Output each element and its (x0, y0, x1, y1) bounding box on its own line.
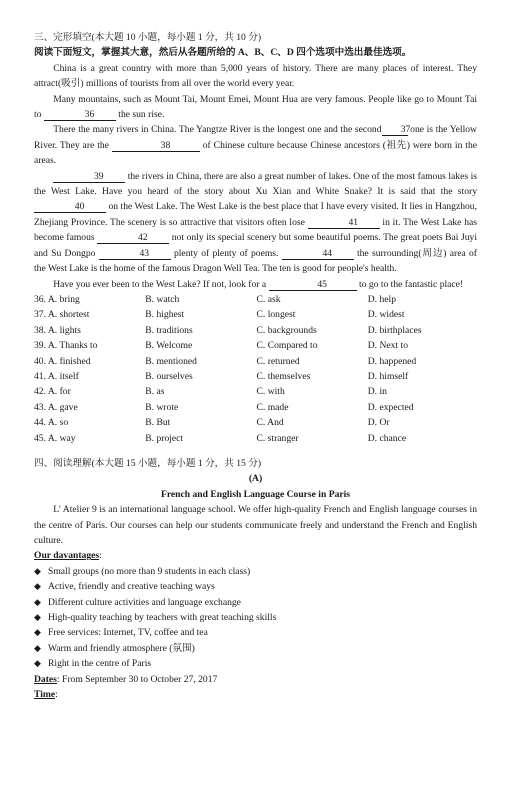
blank-42: 42 (97, 232, 169, 244)
option-cell: B. project (145, 432, 184, 444)
option-cell: 40. A. finished (34, 355, 91, 367)
cloze-heading: 三、完形填空(本大题 10 小题，每小题 1 分，共 10 分) (34, 32, 262, 43)
option-row (34, 307, 479, 322)
option-cell: C. backgrounds (256, 324, 317, 336)
advantage-text: Warm and friendly atmosphere (氛围) (48, 642, 195, 654)
cloze-paragraph-3: There the many rivers in China. The Yangtze River is the longest one and the second 37 one is the Yellow River. They are the 38 of Chinese culture because Chinese ancestors (祖先) were born in the areas. (34, 124, 478, 167)
option-cell: 39. A. Thanks to (34, 340, 98, 352)
advantage-item (34, 564, 477, 579)
blank-41: 41 (308, 217, 380, 229)
option-cell: B. ourselves (145, 370, 193, 382)
option-row (34, 431, 479, 446)
option-row (34, 400, 479, 415)
option-cell: 42. A. for (34, 386, 71, 398)
cloze-options-table (34, 292, 479, 446)
diamond-bullet-icon: ◆ (34, 658, 41, 669)
option-cell: B. But (145, 417, 171, 429)
option-cell: B. Welcome (145, 340, 193, 352)
advantage-text: High-quality teaching by teachers with great teaching skills (48, 612, 277, 624)
advantage-text: Active, friendly and creative teaching ways (48, 581, 215, 593)
blank-40: 40 (34, 201, 106, 213)
time-line: Time: (34, 689, 58, 701)
advantage-item (34, 625, 477, 640)
option-cell: C. Compared to (256, 340, 318, 352)
option-cell: D. Next to (367, 340, 408, 352)
option-cell: 36. A. bring (34, 293, 80, 305)
blank-43: 43 (99, 248, 171, 260)
option-cell: C. themselves (256, 370, 311, 382)
advantages-list (34, 564, 477, 672)
advantage-text: Free services: Internet, TV, coffee and tea (48, 627, 208, 639)
cloze-paragraph-5: Have you ever been to the West Lake? If not, look for a 45 to go to the fantastic place! (53, 278, 464, 290)
option-row (34, 384, 479, 399)
option-cell: D. birthplaces (367, 324, 422, 336)
option-cell: D. expected (367, 401, 414, 413)
advantage-item (34, 579, 477, 594)
option-cell: C. made (256, 401, 289, 413)
reading-heading: 四、阅读理解(本大题 15 小题，每小题 1 分，共 15 分) (34, 457, 262, 469)
cloze-paragraph-2: Many mountains, such as Mount Tai, Mount Emei, Mount Hua are very famous. People like go to Mount Tai to 36 the sun rise. (34, 93, 477, 121)
option-cell: 44. A. so (34, 417, 69, 429)
option-cell: C. longest (256, 309, 296, 321)
option-cell: D. help (367, 293, 396, 305)
option-row (34, 415, 479, 430)
option-cell: B. watch (145, 293, 180, 305)
option-cell: D. widest (367, 309, 405, 321)
blank-44: 44 (282, 248, 354, 260)
option-cell: C. stranger (256, 432, 299, 444)
option-cell: C. And (256, 417, 284, 429)
option-cell: 41. A. itself (34, 370, 79, 382)
option-cell: D. Or (367, 417, 390, 429)
option-row (34, 369, 479, 384)
advantage-item (34, 595, 477, 610)
option-cell: D. in (367, 386, 387, 398)
option-cell: C. returned (256, 355, 300, 367)
advantage-text: Small groups (no more than 9 students in each class) (48, 565, 251, 577)
option-cell: C. ask (256, 293, 281, 305)
option-cell: D. chance (367, 432, 407, 444)
option-cell: B. wrote (145, 401, 179, 413)
option-cell: D. happened (367, 355, 417, 367)
reading-part-label: (A) (248, 473, 263, 485)
option-cell: 37. A. shortest (34, 309, 90, 321)
diamond-bullet-icon: ◆ (34, 596, 41, 607)
diamond-bullet-icon: ◆ (34, 612, 41, 623)
option-row (34, 292, 479, 307)
blank-39: 39 (53, 171, 125, 183)
option-cell: C. with (256, 386, 285, 398)
blank-37: 37 (382, 124, 408, 136)
cloze-instruction: 阅读下面短文，掌握其大意，然后从各题所给的 A、B、C、D 四个选项中选出最佳选项。 (34, 47, 412, 59)
reading-title: French and English Language Course in Paris (160, 488, 351, 500)
option-cell: 38. A. lights (34, 324, 81, 336)
option-cell: D. himself (367, 370, 409, 382)
option-cell: B. traditions (145, 324, 193, 336)
option-cell: 45. A. way (34, 432, 76, 444)
blank-36: 36 (44, 109, 116, 121)
blank-38: 38 (112, 140, 200, 152)
diamond-bullet-icon: ◆ (34, 565, 41, 576)
advantage-text: Right in the centre of Paris (48, 658, 152, 670)
cloze-paragraph-1: China is a great country with more than 5,000 years of history. There are many places of interest. They attract(吸引) millions of tourists from all over the world every year. (34, 62, 477, 90)
option-row (34, 354, 479, 369)
option-cell: B. mentioned (145, 355, 197, 367)
option-cell: 43. A. gave (34, 401, 78, 413)
cloze-paragraph-4: 39 the rivers in China, there are also a great number of lakes. One of the most famous lakes is the West Lake. Have you heard of the story about Xu Xian and White Snake? It is said that the story 40 on the West Lake. The West Lake is the best place that I have every visited. It lies in Hangzhou, Zhejiang Province. The scenery is so attractive that visitors often lose 41 in it. The West Lake has become famous 42 not only its special scenery but some beautiful poems. The great poets Bai Juyi and Su Dongpo 43 plenty of plenty of poems. 44 the surrounding(周边) area of the West Lake is the home of the famous Dragon Well Tea. The ten is good for people's health. (34, 170, 477, 275)
option-cell: B. as (145, 386, 165, 398)
advantage-item (34, 610, 477, 625)
advantage-item (34, 656, 477, 671)
reading-intro: L' Atelier 9 is an international language school. We offer high-quality French and English language courses in the centre of Paris. Our courses can help our students communicate freely and understand the French and English culture. (34, 504, 477, 546)
dates-line: Dates: From September 30 to October 27, 2017 (34, 673, 218, 685)
advantage-item (34, 641, 477, 656)
diamond-bullet-icon: ◆ (34, 642, 41, 653)
advantage-text: Different culture activities and language exchange (48, 596, 241, 608)
blank-45: 45 (269, 279, 357, 291)
diamond-bullet-icon: ◆ (34, 581, 41, 592)
advantages-heading: Our davantages: (34, 550, 102, 562)
option-row (34, 338, 479, 353)
diamond-bullet-icon: ◆ (34, 627, 41, 638)
option-row (34, 323, 479, 338)
option-cell: B. highest (145, 309, 185, 321)
